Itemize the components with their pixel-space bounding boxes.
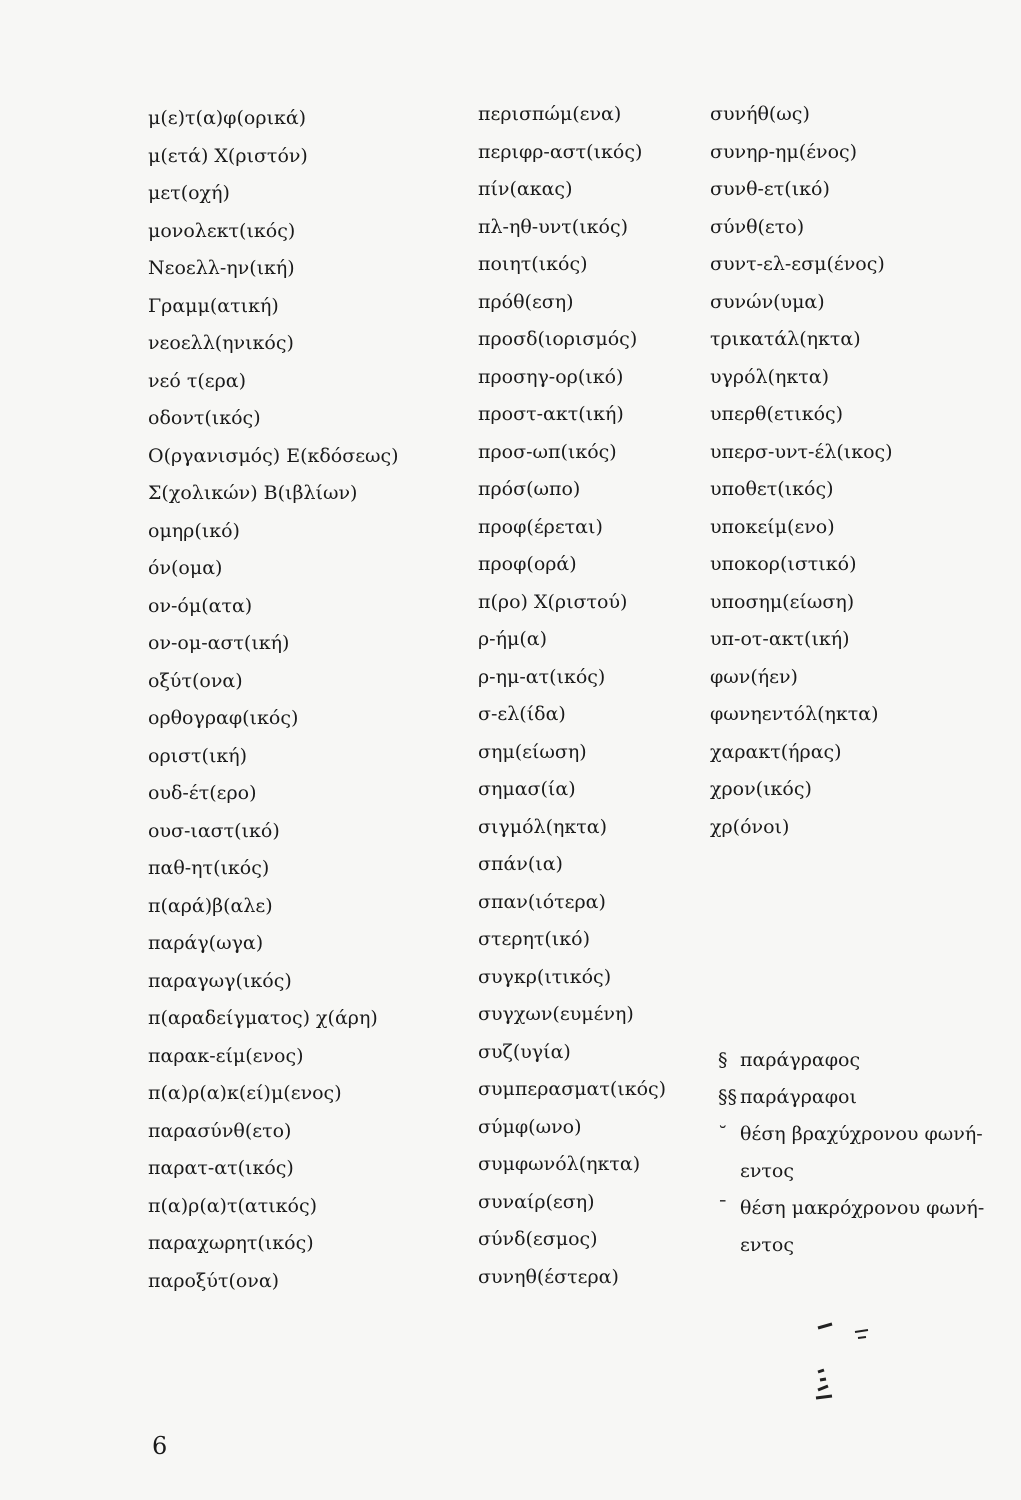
abbreviation-entry: πλ-ηθ-υντ(ικός) [478,215,629,238]
abbreviation-entry: παρασύνθ(ετο) [148,1119,292,1142]
symbol-mark: §§ [718,1086,737,1108]
symbol-description: παράγραφοι [740,1086,857,1108]
abbreviation-entry: συγχων(ευμένη) [478,1003,634,1025]
abbreviation-entry: συζ(υγία) [478,1040,571,1063]
abbreviation-entry: προστ-ακτ(ική) [478,403,624,425]
abbreviation-entry: Γραμμ(ατική) [148,294,279,317]
abbreviation-entry: προσδ(ιορισμός) [478,328,638,350]
abbreviation-entry: οριστ(ική) [148,744,248,767]
abbreviation-entry: πρόσ(ωπο) [478,478,581,500]
abbreviation-entry: Νεοελλ-ην(ική) [148,257,295,279]
abbreviation-entry: φων(ήεν) [710,665,798,688]
abbreviation-entry: υποσημ(είωση) [710,590,855,613]
abbreviation-entry: συμφωνόλ(ηκτα) [478,1153,641,1175]
abbreviation-entry: τρικατάλ(ηκτα) [710,328,861,350]
abbreviation-entry: σύνδ(εσμος) [478,1228,598,1250]
abbreviation-entry: ον-ομ-αστ(ική) [148,632,290,654]
abbreviation-column-2 [478,96,666,1296]
symbol-description: παράγραφος [740,1049,861,1071]
abbreviation-entry: φωνηεντόλ(ηκτα) [710,703,879,725]
abbreviation-entry: χρον(ικός) [710,778,812,800]
abbreviation-entry: συναίρ(εση) [478,1190,595,1213]
abbreviation-entry: Σ(χολικών) Β(ιβλίων) [148,482,358,504]
abbreviation-entry: παράγ(ωγα) [148,932,264,954]
abbreviation-entry: μ(ε)τ(α)φ(ορικά) [148,107,307,129]
abbreviation-entry: πίν(ακας) [478,178,573,200]
abbreviation-entry: προσ-ωπ(ικός) [478,440,617,463]
symbol-entry [718,1079,1018,1116]
abbreviation-entry: συντ-ελ-εσμ(ένος) [710,253,885,275]
abbreviation-entry: σ-ελ(ίδα) [478,703,566,725]
abbreviation-entry: σύνθ(ετο) [710,215,805,238]
abbreviation-entry: ρ-ημ-ατ(ικός) [478,665,606,688]
abbreviation-entry: οδοντ(ικός) [148,407,261,429]
abbreviation-entry: σύμφ(ωνο) [478,1115,582,1138]
abbreviation-entry: συμπερασματ(ικός) [478,1078,667,1100]
abbreviation-entry: συνηρ-ημ(ένος) [710,140,858,163]
symbol-description: θέση μακρόχρονου φωνή- [740,1197,985,1219]
abbreviation-entry: πρόθ(εση) [478,290,574,313]
symbol-description-continuation: εντος [740,1160,794,1182]
abbreviation-entry: π(α)ρ(α)κ(εί)μ(ενος) [148,1082,342,1104]
abbreviation-entry: προφ(ορά) [478,553,577,575]
abbreviation-entry: στερητ(ικό) [478,928,590,950]
abbreviation-entry: ουσ-ιαστ(ικό) [148,819,280,842]
symbol-description-continuation: εντος [740,1234,794,1256]
abbreviation-entry: ουδ-έτ(ερο) [148,782,257,804]
symbol-mark: ˘ [718,1123,728,1145]
abbreviation-entry: οξύτ(ονα) [148,669,243,692]
abbreviation-column-3 [710,96,893,846]
symbol-entry [718,1116,1018,1153]
abbreviation-entry: υπ-οτ-ακτ(ική) [710,628,850,650]
symbol-mark: § [718,1049,728,1071]
abbreviation-entry: π(αραδείγματος) χ(άρη) [148,1007,378,1029]
abbreviation-entry: μετ(οχή) [148,182,230,204]
abbreviation-entry: χαρακτ(ήρας) [710,740,842,763]
abbreviation-entry: υποθετ(ικός) [710,478,834,500]
abbreviation-entry: συνήθ(ως) [710,103,810,125]
abbreviation-entry: συγκρ(ιτικός) [478,965,612,988]
symbol-legend [718,1042,1018,1264]
abbreviation-entry: ομηρ(ικό) [148,519,240,542]
abbreviation-entry: παραχωρητ(ικός) [148,1232,314,1254]
abbreviation-entry: π(ρο) Χ(ριστού) [478,590,628,613]
abbreviation-entry: χρ(όνοι) [710,815,790,838]
pen-marks [810,1310,870,1410]
abbreviation-entry: ορθογραφ(ικός) [148,707,299,729]
abbreviation-entry: σιγμόλ(ηκτα) [478,815,608,838]
abbreviation-entry: παθ-ητ(ικός) [148,857,270,879]
abbreviation-entry: υποκορ(ιστικό) [710,553,857,575]
abbreviation-entry: περισπώμ(ενα) [478,103,622,125]
abbreviation-entry: υπερσ-υντ-έλ(ικος) [710,440,893,463]
symbol-entry [718,1190,1018,1227]
symbol-description: θέση βραχύχρονου φωνή- [740,1123,983,1145]
abbreviation-entry: σημ(είωση) [478,740,587,763]
abbreviation-entry: μ(ετά) Χ(ριστόν) [148,144,308,167]
abbreviation-entry: προφ(έρεται) [478,515,603,538]
abbreviation-entry: συνθ-ετ(ικό) [710,178,830,200]
abbreviation-entry: σημασ(ία) [478,778,576,800]
abbreviation-entry: περιφρ-αστ(ικός) [478,140,643,163]
abbreviation-entry: παραγωγ(ικός) [148,969,292,992]
page-number: 6 [152,1432,168,1460]
abbreviation-entry: π(αρά)β(αλε) [148,894,273,917]
abbreviation-entry: παροξύτ(ονα) [148,1269,280,1292]
abbreviation-entry: συνηθ(έστερα) [478,1265,619,1288]
abbreviation-entry: παρακ-είμ(ενος) [148,1044,304,1067]
abbreviation-column-1 [148,100,399,1300]
abbreviation-entry: π(α)ρ(α)τ(ατικός) [148,1194,318,1217]
symbol-mark: ¯ [718,1197,728,1219]
abbreviation-entry: νεό τ(ερα) [148,369,247,392]
abbreviation-entry: υγρόλ(ηκτα) [710,365,829,388]
abbreviation-entry: υπερθ(ετικός) [710,403,844,425]
abbreviation-entry: νεοελλ(ηνικός) [148,332,294,354]
symbol-entry [718,1042,1018,1079]
abbreviation-entry: παρατ-ατ(ικός) [148,1157,294,1179]
abbreviation-entry: Ο(ργανισμός) Ε(κδόσεως) [148,444,399,467]
abbreviation-entry: σπαν(ιότερα) [478,890,606,913]
abbreviation-entry: ον-όμ(ατα) [148,594,253,617]
abbreviation-entry: συνών(υμα) [710,290,825,313]
abbreviation-entry: μονολεκτ(ικός) [148,219,296,242]
abbreviation-entry: όν(ομα) [148,557,223,579]
abbreviation-entry: ρ-ήμ(α) [478,628,547,650]
abbreviation-entry: υποκείμ(ενο) [710,515,835,538]
abbreviation-entry: προσηγ-ορ(ικό) [478,365,624,388]
abbreviation-entry: ποιητ(ικός) [478,253,588,275]
abbreviation-entry: σπάν(ια) [478,853,563,875]
